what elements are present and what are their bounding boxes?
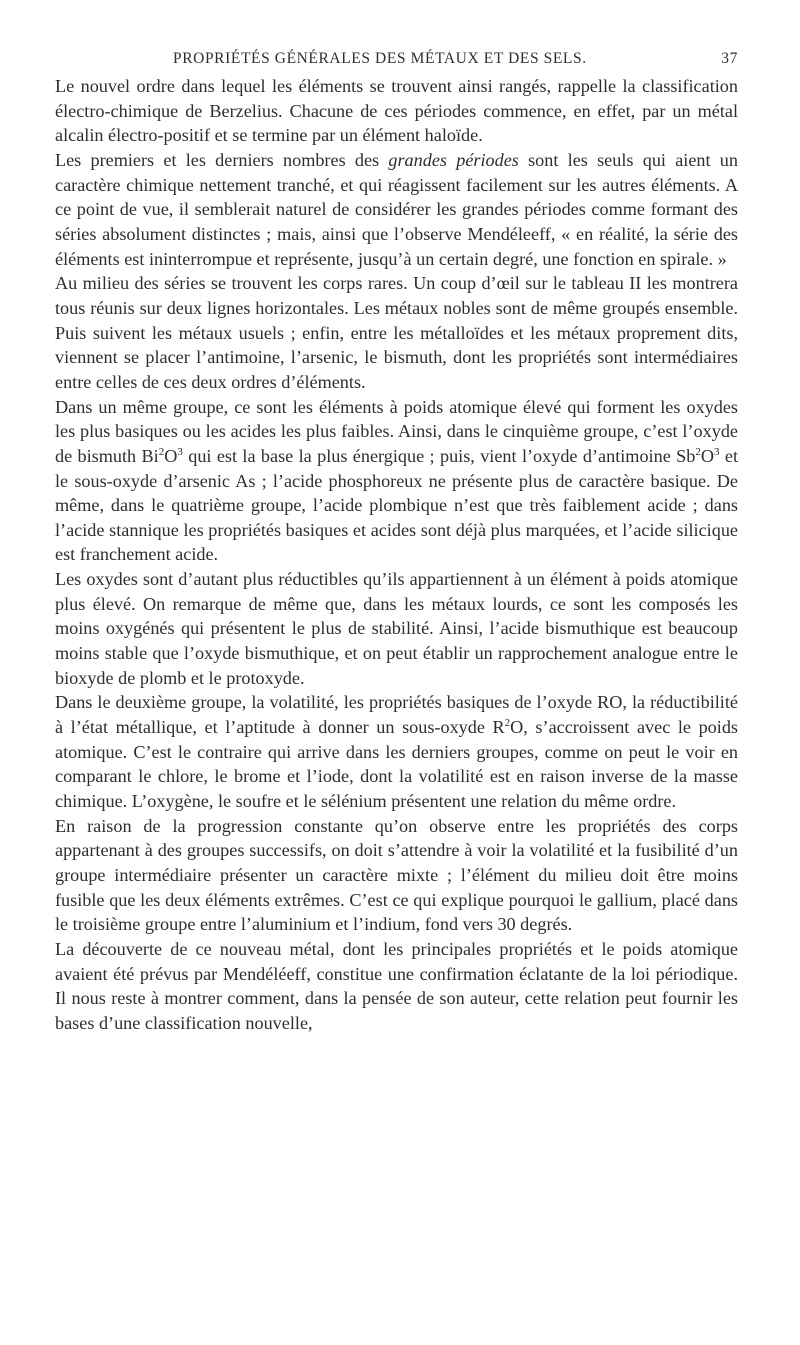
body-text (55, 74, 738, 1036)
paragraph-2-text-start: Les premiers et les derniers nombres des (55, 149, 389, 170)
superscript: 2 (695, 445, 701, 458)
running-head: PROPRIÉTÉS GÉNÉRALES DES MÉTAUX ET DES SELS. (173, 50, 587, 67)
paragraph-4-text-5: et le sous-oxyde d’arsenic As ; l’acide phosphoreux ne présente plus de caractère basique. De même, dans le quatrième groupe, l’acide plombique n’est que très faiblement acide ; dans l’acide stannique les propriétés basiques et acides sont déjà plus marquées, et l’acide silicique est franchement acide. (55, 445, 738, 565)
paragraph-1-text: Le nouvel ordre dans lequel les éléments se trouvent ainsi rangés, rappelle la classification électro-chimique de Berzelius. Chacune de ces périodes commence, en effet, par un métal alcalin électro-positif et se termine par un élément haloïde. (55, 76, 738, 146)
superscript: 3 (177, 445, 183, 458)
paragraph-4-text-3: qui est la base la plus énergique ; puis, vient l’oxyde d’antimoine Sb (182, 445, 696, 466)
book-page (55, 48, 738, 1036)
paragraph-2 (55, 148, 738, 271)
paragraph-4 (55, 395, 738, 568)
superscript: 2 (158, 445, 165, 458)
paragraph-4-text-1: Dans un même groupe, ce sont les éléments à poids atomique élevé qui forment les oxydes les plus basiques ou les acides les plus faibles. Ainsi, dans le cinquième groupe, c’est l’oxyde de bismuth Bi (55, 396, 738, 466)
paragraph-2-text-end: sont les seuls qui aient un caractère chimique nettement tranché, et qui réagissent facilement sur les autres éléments. A ce point de vue, il semblerait naturel de considérer les grandes périodes comme formant des séries absolument distinctes ; mais, ainsi que l’observe Mendéleeff, « en réalité, la série des éléments est ininterrompue et représente, jusqu’à un certain degré, une fonction en spirale. » (55, 149, 738, 269)
paragraph-6 (55, 690, 738, 813)
paragraph-6-text-2: O, s’accroissent avec le poids atomique. C’est le contraire qui arrive dans les derniers groupes, comme on peut le voir en comparant le chlore, le brome et l’iode, dont la volatilité est en raison inverse de la masse chimique. L’oxygène, le soufre et le sélénium présentent une relation du même ordre. (55, 717, 738, 812)
paragraph-2-italic: grandes périodes (388, 149, 519, 170)
paragraph-4-text-2: O (164, 445, 178, 466)
paragraph-4-text-4: O (700, 445, 714, 466)
paragraph-7-text: En raison de la progression constante qu’on observe entre les propriétés des corps appartenant à des groupes successifs, on doit s’attendre à voir la volatilité et la fusibilité d’un groupe intermédiaire présenter un caractère mixte ; l’élément du milieu doit être moins fusible que les deux éléments extrêmes. C’est ce qui explique pourquoi le gallium, placé dans le troisième groupe entre l’aluminium et l’indium, fond vers 30 degrés. (55, 815, 738, 935)
superscript: 3 (714, 445, 720, 458)
paragraph-8 (55, 937, 738, 1036)
paragraph-8-text: La découverte de ce nouveau métal, dont les principales propriétés et le poids atomique avaient été prévus par Mendéléeff, constitue une confirmation éclatante de la loi périodique. Il nous reste à montrer comment, dans la pensée de son auteur, cette relation peut fournir les bases d’une classification nouvelle, (55, 938, 738, 1033)
paragraph-3-text: Au milieu des séries se trouvent les corps rares. Un coup d’œil sur le tableau II les montrera tous réunis sur deux lignes horizontales. Les métaux nobles sont de même groupés ensemble. Puis suivent les métaux usuels ; enfin, entre les métalloïdes et les métaux proprement dits, viennent se placer l’antimoine, l’arsenic, le bismuth, dont les propriétés sont intermédiaires entre celles de ces deux ordres d’éléments. (55, 273, 738, 392)
page-header (55, 48, 738, 74)
paragraph-7 (55, 814, 738, 937)
superscript: 2 (504, 717, 511, 730)
page-number: 37 (721, 50, 738, 67)
paragraph-6-text-1: Dans le deuxième groupe, la volatilité, les propriétés basiques de l’oxyde RO, la réductibilité à l’état métallique, et l’aptitude à donner un sous-oxyde R (55, 692, 738, 738)
paragraph-3 (55, 271, 738, 394)
paragraph-1 (55, 74, 738, 148)
paragraph-5 (55, 567, 738, 690)
paragraph-5-text: Les oxydes sont d’autant plus réductibles qu’ils appartiennent à un élément à poids atomique plus élevé. On remarque de même que, dans les métaux lourds, ce sont les composés les moins oxygénés qui présentent le plus de stabilité. Ainsi, l’acide bismuthique est beaucoup moins stable que l’oxyde bismuthique, et on peut établir un rapprochement analogue entre le bioxyde de plomb et le protoxyde. (55, 569, 738, 688)
